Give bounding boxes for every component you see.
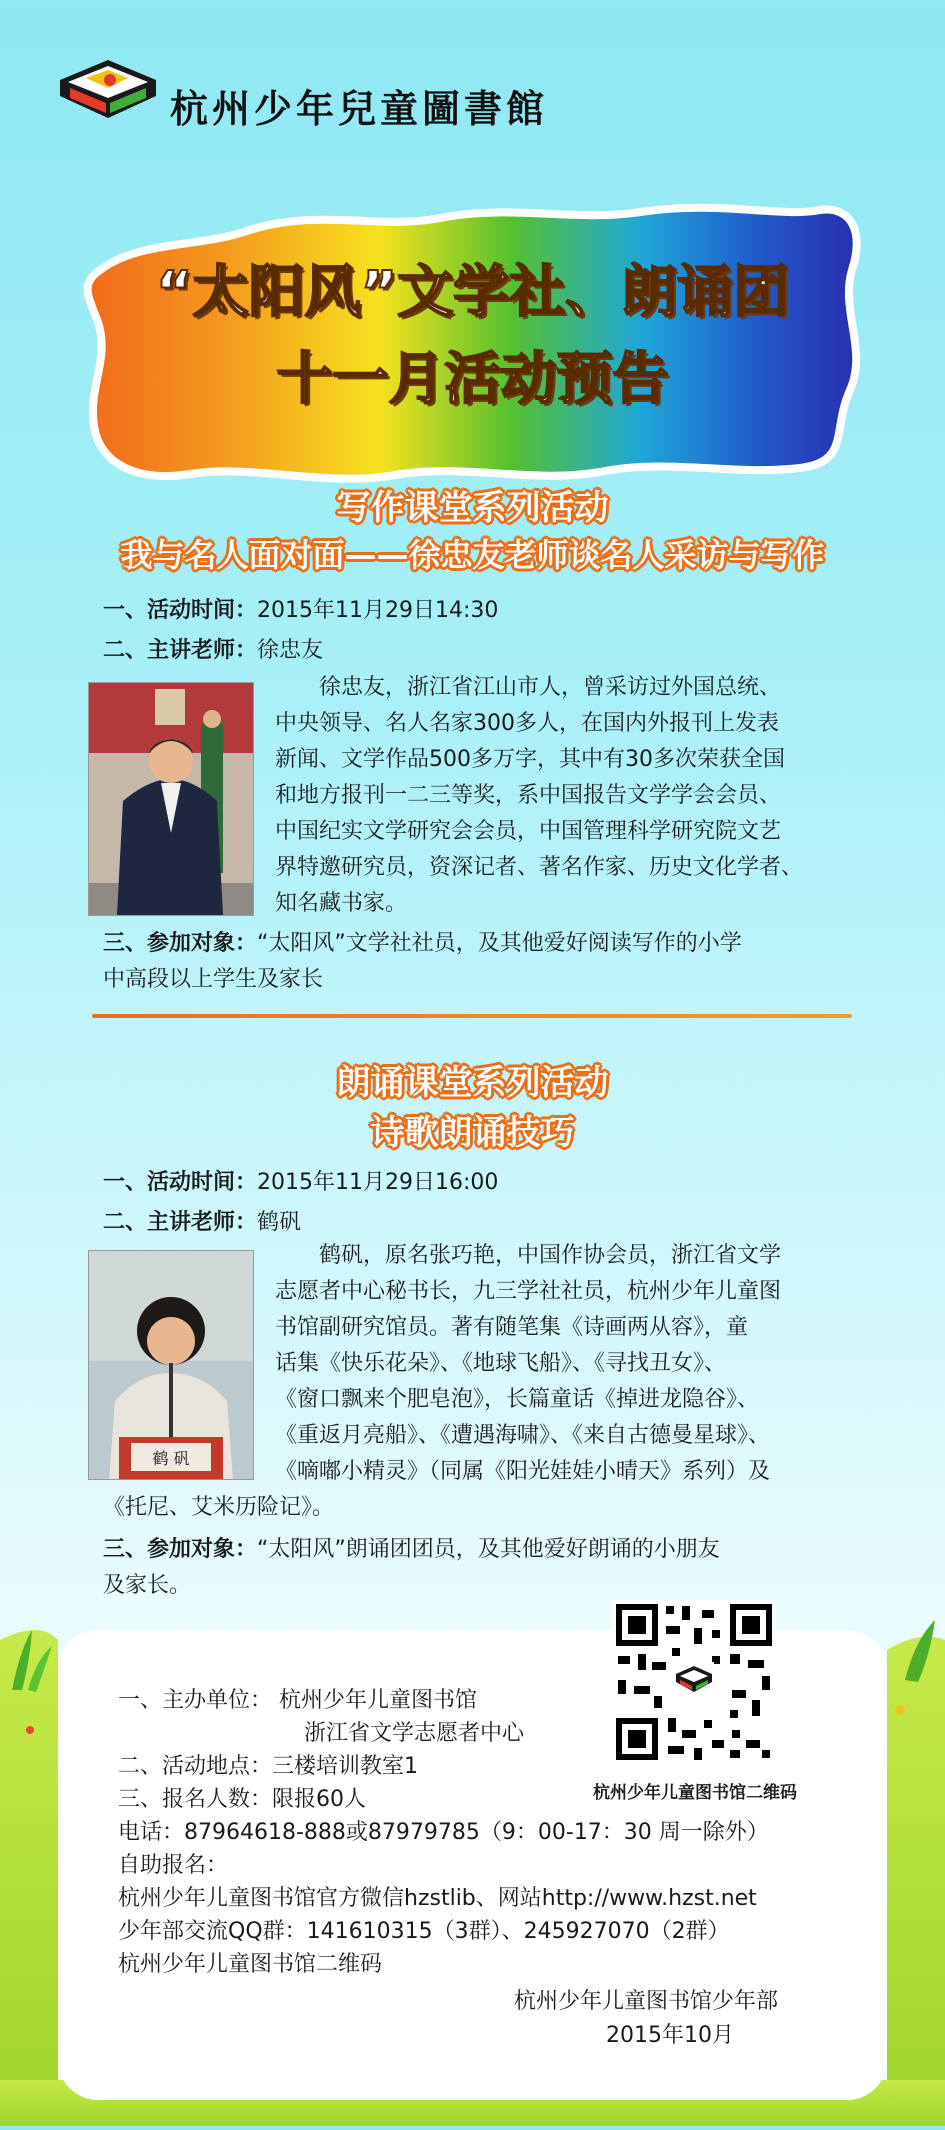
banner-title-line1: “太阳风”文学社、朗诵团 <box>155 260 790 325</box>
section1-teacher-label: 二、主讲老师： <box>103 638 258 663</box>
sign-organization: 杭州少年儿童图书馆少年部 <box>514 1989 779 2014</box>
teacher1-bio-line: 新闻、文学作品500多万字，其中有30多次荣获全国 <box>275 747 785 772</box>
qr-caption: 杭州少年儿童图书馆二维码 <box>593 1783 797 1803</box>
teacher1-photo <box>88 682 254 916</box>
section-divider <box>92 1014 852 1018</box>
teacher1-bio-line: 中央领导、名人名家300多人，在国内外报刊上发表 <box>275 711 779 736</box>
teacher2-bio <box>275 1238 781 1490</box>
section2-audience <box>103 1532 720 1604</box>
section2-time-row <box>103 1166 498 1200</box>
teacher2-bio-line: 书馆副研究馆员。著有随笔集《诗画两从容》，童 <box>275 1315 749 1340</box>
teacher2-bio-line: 《嘀嘟小精灵》（同属《阳光娃娃小晴天》系列）及 <box>275 1459 771 1484</box>
section1-time-row <box>103 594 498 628</box>
section2-teacher-value: 鹤矾 <box>257 1210 302 1235</box>
section2-audience-label: 三、参加对象： <box>103 1537 258 1562</box>
teacher1-bio-line: 界特邀研究员，资深记者、著名作家、历史文化学者、 <box>275 855 804 880</box>
section1-audience-line2: 中高段以上学生及家长 <box>103 967 324 992</box>
phone: 电话：87964618-888或87979785（9：00-17：30 周一除外） <box>118 1820 769 1845</box>
section1-audience-line1: “太阳风”文学社社员，及其他爱好阅读写作的小学 <box>257 931 742 956</box>
section1-teacher-value: 徐忠友 <box>257 638 324 663</box>
official-channels: 杭州少年儿童图书馆官方微信hzstlib、网站http://www.hzst.net <box>118 1886 757 1911</box>
teacher2-bio-line: 志愿者中心秘书长，九三学社社员，杭州少年儿童图 <box>275 1279 782 1304</box>
teacher1-bio-line: 徐忠友，浙江省江山市人，曾采访过外国总统、 <box>319 675 782 700</box>
section1-time-label: 一、活动时间： <box>103 598 258 623</box>
section2-time-label: 一、活动时间： <box>103 1170 258 1195</box>
teacher2-photo <box>88 1250 254 1480</box>
teacher2-bio-last: 《托尼、艾米历险记》。 <box>103 1495 335 1520</box>
library-logo-icon <box>58 58 158 124</box>
teacher1-bio <box>275 670 803 922</box>
organizer1: 杭州少年儿童图书馆 <box>279 1688 478 1713</box>
section1-heading: 写作课堂系列活动 <box>336 488 609 528</box>
qq-groups: 少年部交流QQ群：141610315（3群）、245927070（2群） <box>118 1919 730 1944</box>
sign-date: 2015年10月 <box>606 2023 734 2048</box>
banner-title-line2: 十一月活动预告 <box>276 347 669 412</box>
teacher1-bio-line: 和地方报刊一二三等奖，系中国报告文学学会会员、 <box>275 783 782 808</box>
teacher2-bio-line: 《窗口飘来个肥皂泡》，长篇童话《掉进龙隐谷》、 <box>275 1387 760 1412</box>
nameplate-text: 鹤 矾 <box>152 1449 190 1468</box>
teacher2-bio-line: 鹤矾，原名张巧艳，中国作协会员，浙江省文学 <box>319 1243 782 1268</box>
organizer2: 浙江省文学志愿者中心 <box>304 1721 525 1746</box>
section2-audience-line2: 及家长。 <box>103 1573 192 1598</box>
teacher1-bio-line: 中国纪实文学研究会会员，中国管理科学研究院文艺 <box>275 819 782 844</box>
section2-subheading: 诗歌朗诵技巧 <box>370 1113 575 1153</box>
venue: 二、活动地点：三楼培训教室1 <box>118 1754 418 1779</box>
teacher2-bio-line: 话集《快乐花朵》、《地球飞船》、《寻找丑女》、 <box>275 1351 727 1376</box>
section1-teacher-row <box>103 634 323 668</box>
section1-time-value: 2015年11月29日14:30 <box>257 598 499 623</box>
section2-audience-line1: “太阳风”朗诵团团员，及其他爱好朗诵的小朋友 <box>257 1537 720 1562</box>
section1-audience-label: 三、参加对象： <box>103 931 258 956</box>
teacher1-bio-line: 知名藏书家。 <box>275 891 408 916</box>
section1-audience <box>103 926 742 998</box>
qr-line: 杭州少年儿童图书馆二维码 <box>118 1952 383 1977</box>
self-registration: 自助报名： <box>118 1853 229 1878</box>
section1-subheading: 我与名人面对面——徐忠友老师谈名人采访与写作 <box>120 536 825 574</box>
library-name: 杭州少年兒童圖書館 <box>170 86 549 131</box>
section2-time-value: 2015年11月29日16:00 <box>257 1170 499 1195</box>
qr-code[interactable] <box>612 1600 776 1764</box>
quota: 三、报名人数：限报60人 <box>118 1787 366 1812</box>
section2-heading: 朗诵课堂系列活动 <box>336 1063 609 1103</box>
section2-teacher-label: 二、主讲老师： <box>103 1210 258 1235</box>
organizer-label: 一、主办单位： <box>118 1688 273 1713</box>
teacher2-bio-line: 《重返月亮船》、《遭遇海啸》、《来自古德曼星球》、 <box>275 1423 771 1448</box>
section2-teacher-row <box>103 1206 301 1240</box>
